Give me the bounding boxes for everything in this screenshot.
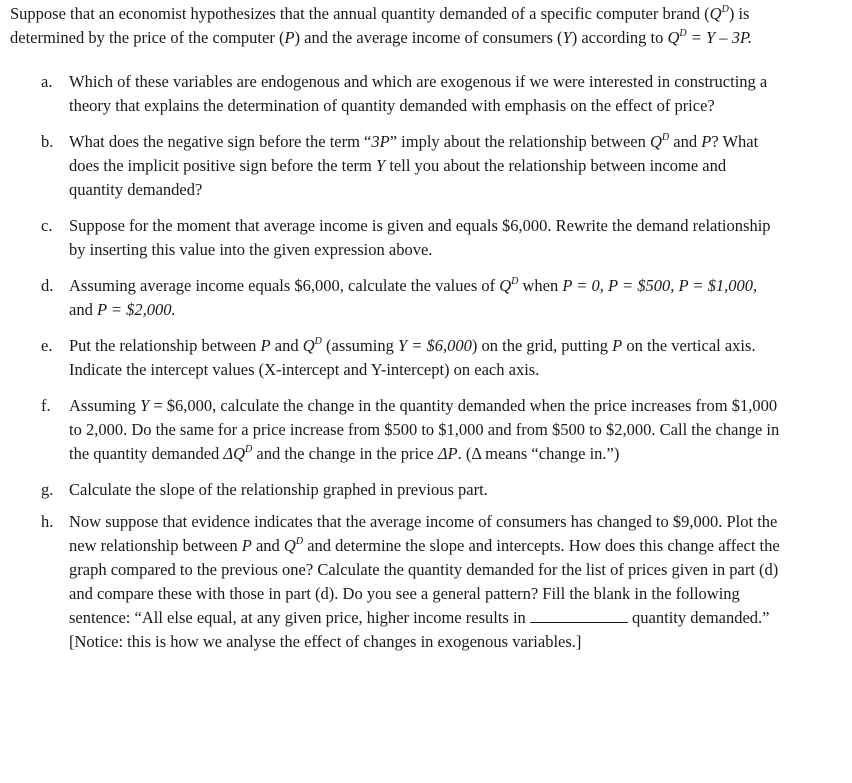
question-d-var-q-sup: D bbox=[511, 276, 519, 287]
question-h-label: h. bbox=[41, 512, 54, 531]
question-a-label: a. bbox=[41, 72, 53, 91]
question-g bbox=[10, 478, 842, 502]
question-e-income: Y = $6,000 bbox=[397, 336, 472, 355]
intro-text-2: ) is determined by the price of the computer ( bbox=[10, 4, 750, 47]
question-b-text-3: and bbox=[669, 132, 702, 151]
intro-paragraph bbox=[10, 2, 800, 50]
question-c-text: Suppose for the moment that average income is given and equals $6,000. Rewrite the demand relationship by inserting this value into the given expression above. bbox=[69, 216, 771, 259]
question-g-label: g. bbox=[41, 480, 54, 499]
intro-var-p: P bbox=[284, 28, 295, 47]
question-f-delta-q: ΔQ bbox=[223, 444, 246, 463]
intro-var-y: Y bbox=[562, 28, 572, 47]
question-e-var-p2: P bbox=[612, 336, 623, 355]
question-d-text bbox=[69, 274, 781, 322]
intro-text-4: ) according to bbox=[571, 28, 668, 47]
question-b-text bbox=[69, 130, 781, 202]
question-e-text-1: Put the relationship between bbox=[69, 336, 261, 355]
question-e-label: e. bbox=[41, 336, 53, 355]
fill-in-blank bbox=[530, 608, 628, 623]
intro-equation: = Y – 3P. bbox=[686, 28, 753, 47]
question-b-text-5: tell you about the relationship between income and quantity demanded? bbox=[69, 156, 727, 199]
question-e-var-q-sup: D bbox=[314, 336, 322, 347]
question-e-text-2: and bbox=[270, 336, 303, 355]
intro-var-q: Q bbox=[709, 4, 722, 23]
question-h-text bbox=[69, 510, 781, 654]
intro-eq-q-sup: D bbox=[679, 28, 687, 39]
intro-text-1: Suppose that an economist hypothesizes that the annual quantity demanded of a specific computer brand ( bbox=[10, 4, 710, 23]
question-f-text-1: Assuming bbox=[69, 396, 141, 415]
question-b-label: b. bbox=[41, 132, 54, 151]
question-f-var-y: Y bbox=[140, 396, 150, 415]
question-d-text-1: Assuming average income equals $6,000, calculate the values of bbox=[69, 276, 500, 295]
question-h-var-q-sup: D bbox=[295, 536, 304, 547]
question-b-text-4: ? What does the implicit positive sign before the term bbox=[69, 132, 759, 175]
intro-eq-q: Q bbox=[667, 28, 680, 47]
question-d bbox=[10, 274, 842, 322]
question-b-var-p: P bbox=[701, 132, 712, 151]
question-b-var-q: Q bbox=[650, 132, 662, 151]
question-d-label: d. bbox=[41, 276, 54, 295]
question-h-text-4: quantity demanded.” [Notice: this is how we analyse the effect of changes in exogenous variables.] bbox=[69, 608, 770, 651]
question-b-text-1: What does the negative sign before the term “ bbox=[69, 132, 372, 151]
question-d-text-3: and bbox=[69, 300, 97, 319]
question-e-text bbox=[69, 334, 781, 382]
question-f-label: f. bbox=[41, 396, 51, 415]
question-f-delta-p: ΔP bbox=[437, 444, 458, 463]
question-e-var-p: P bbox=[260, 336, 271, 355]
question-f-delta-q-sup: D bbox=[245, 444, 253, 455]
question-e-var-q: Q bbox=[302, 336, 315, 355]
question-d-price-values: P = 0, P = $500, P = $1,000, bbox=[562, 276, 758, 295]
question-e-text-3: (assuming bbox=[321, 336, 398, 355]
question-e-text-4: ) on the grid, putting bbox=[471, 336, 613, 355]
question-b-term: 3P bbox=[371, 132, 390, 151]
question-a bbox=[10, 70, 842, 118]
question-f bbox=[10, 394, 842, 466]
intro-var-q-sup: D bbox=[721, 4, 729, 15]
question-b-var-q-sup: D bbox=[661, 132, 670, 143]
question-g-text: Calculate the slope of the relationship graphed in previous part. bbox=[69, 480, 488, 499]
question-f-text-2: = $6,000, calculate the change in the quantity demanded when the price increases from $1,000 to 2,000. Do the same for a price increase from $500 to $1,000 and from $500 to $2,000. Call the change in the quantity demanded bbox=[69, 396, 780, 463]
question-e-text-5: on the vertical axis. Indicate the intercept values (X-intercept and Y-intercept) on each axis. bbox=[69, 336, 756, 379]
question-f-text-3: and the change in the price bbox=[252, 444, 438, 463]
question-d-text-2: when bbox=[518, 276, 563, 295]
question-d-price-last: P = $2,000. bbox=[96, 300, 176, 319]
question-b-var-y: Y bbox=[376, 156, 386, 175]
question-h-var-q: Q bbox=[283, 536, 296, 555]
question-c-label: c. bbox=[41, 216, 53, 235]
question-b-text-2: ” imply about the relationship between bbox=[389, 132, 650, 151]
question-h-text-2: and bbox=[251, 536, 284, 555]
question-f-text-4: . (Δ means “change in.”) bbox=[457, 444, 620, 463]
question-h-text-3: and determine the slope and intercepts. How does this change affect the graph compared to the previous one? Calculate the quantity demanded for the list of prices given in part (d) and compare these with those in part (d). Do you see a general pattern? Fill the blank in the following sentence: “All else equal, at any given price, higher income results in bbox=[69, 536, 780, 627]
question-e bbox=[10, 334, 842, 382]
question-h-text-1: Now suppose that evidence indicates that the average income of consumers has changed to $9,000. Plot the new relationship between bbox=[69, 512, 778, 555]
question-a-text: Which of these variables are endogenous and which are exogenous if we were interested in constructing a theory that explains the determination of quantity demanded with emphasis on the effect of price? bbox=[69, 72, 768, 115]
question-b bbox=[10, 130, 842, 202]
question-list bbox=[10, 70, 842, 654]
question-f-text bbox=[69, 394, 781, 466]
question-h bbox=[10, 510, 842, 654]
question-h-var-p: P bbox=[241, 536, 252, 555]
intro-text-3: ) and the average income of consumers ( bbox=[294, 28, 563, 47]
question-d-var-q: Q bbox=[499, 276, 512, 295]
question-c bbox=[10, 214, 842, 262]
